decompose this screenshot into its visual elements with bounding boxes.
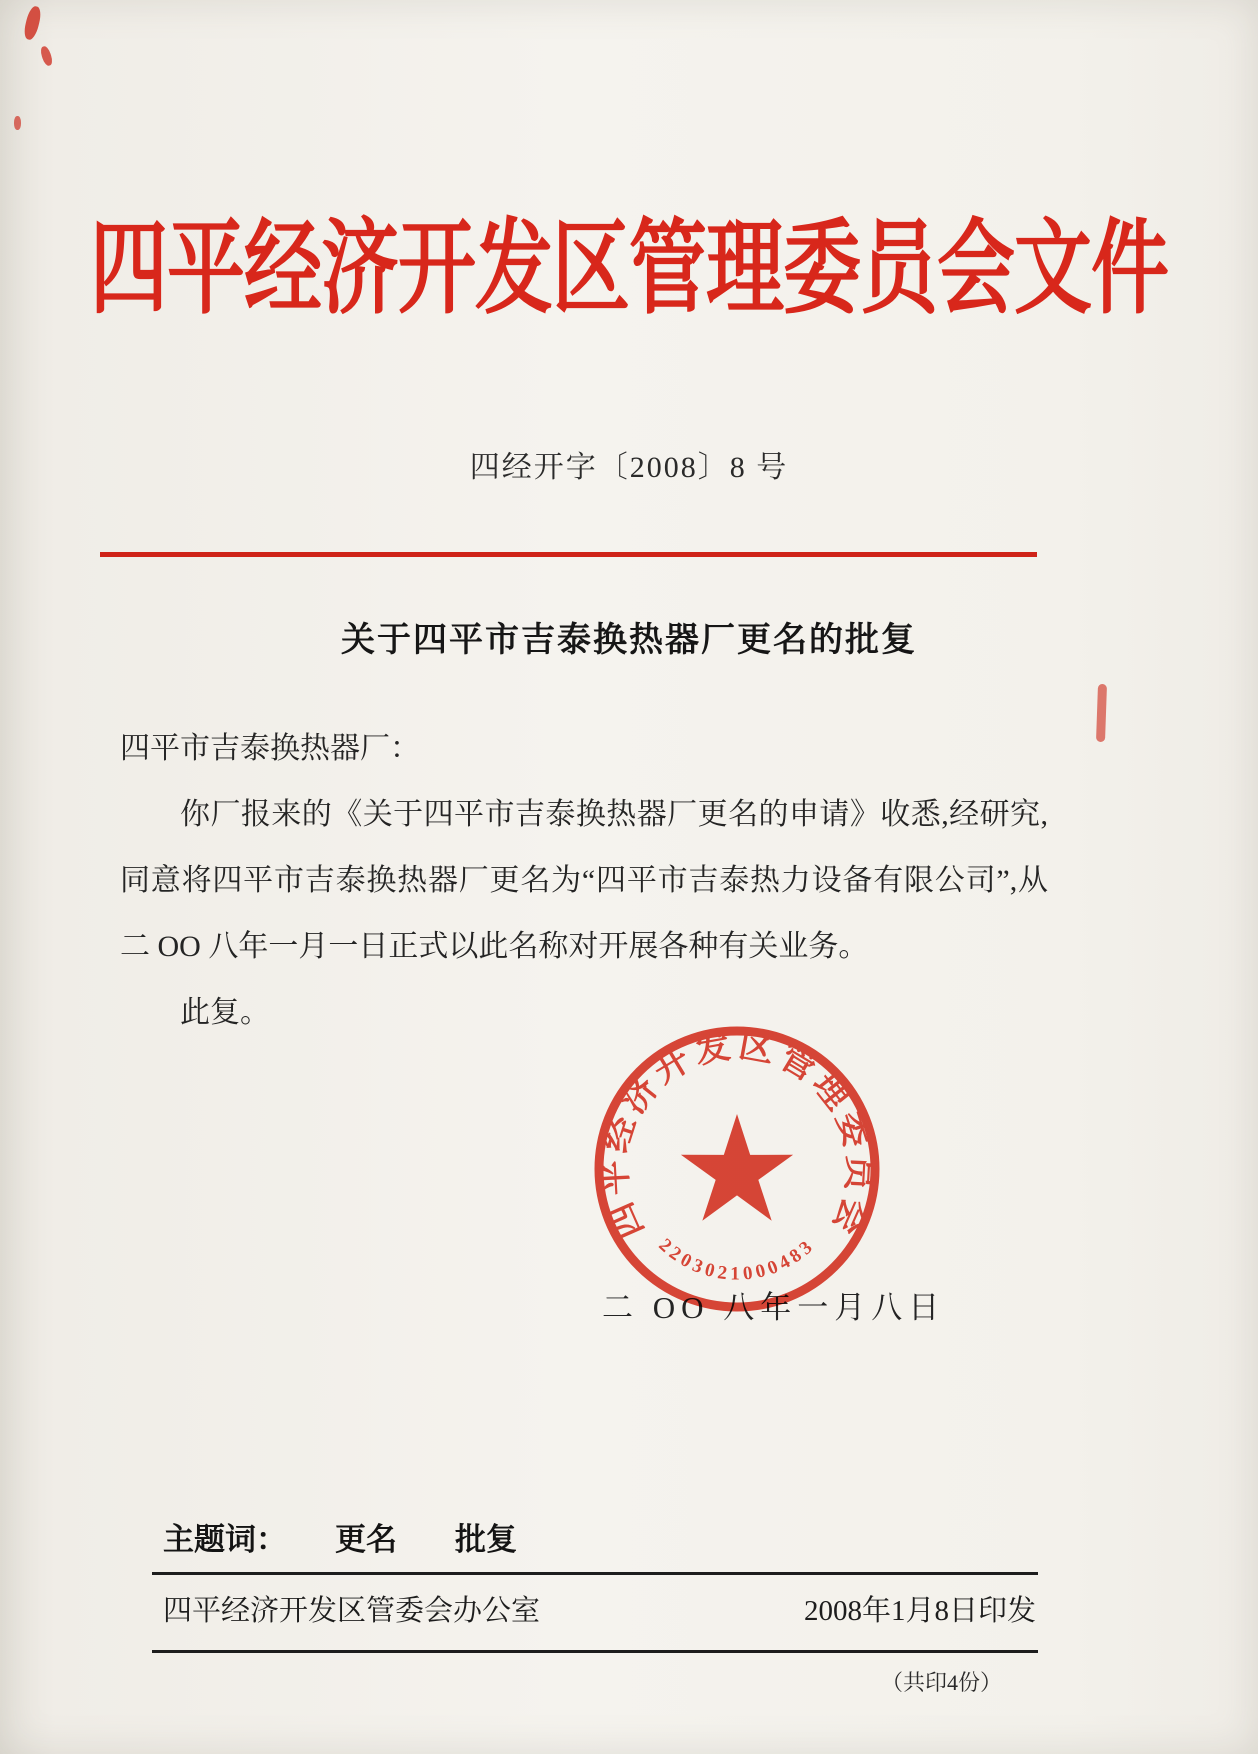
keywords-label: 主题词： xyxy=(163,1522,287,1557)
copies-note: （共印4份） xyxy=(880,1670,1002,1695)
star-icon xyxy=(681,1114,793,1221)
salutation: 四平市吉泰换热器厂： xyxy=(120,732,420,765)
footer-divider-top xyxy=(152,1572,1038,1575)
svg-text:2203021000483 xyxy=(655,1235,820,1285)
keyword-term: 更名 xyxy=(335,1522,397,1557)
seal-serial-number: 2203021000483 xyxy=(654,1234,820,1285)
keyword-term: 批复 xyxy=(455,1522,517,1557)
scan-artifact xyxy=(14,116,21,130)
document-body xyxy=(120,716,1048,1046)
footer-divider-bottom xyxy=(152,1650,1038,1653)
document-number: 四经开字〔2008〕8 号 xyxy=(469,451,789,484)
print-date: 2008年1月8日印发 xyxy=(803,1595,1036,1627)
letterhead-red-divider xyxy=(100,552,1037,557)
signature-date: 二 OO 八年一月八日 xyxy=(602,1290,946,1325)
seal-ring-text: 四平经济开发区管理委员会 xyxy=(594,1025,880,1245)
official-seal-stamp xyxy=(586,1018,888,1320)
closing-line: 此复。 xyxy=(180,996,270,1029)
letterhead-org-title: 四平经济开发区管理委员会文件 xyxy=(89,211,1168,326)
scan-artifact xyxy=(22,5,43,41)
scan-artifact xyxy=(1096,684,1107,742)
document-title: 关于四平市吉泰换热器厂更名的批复 xyxy=(341,622,917,659)
keywords-row xyxy=(163,1514,575,1559)
footer-row xyxy=(163,1588,1036,1629)
issuing-office: 四平经济开发区管委会办公室 xyxy=(163,1595,541,1627)
body-paragraph: 你厂报来的《关于四平市吉泰换热器厂更名的申请》收悉,经研究,同意将四平市吉泰换热器厂更名为“四平市吉泰热力设备有限公司”,从二 OO 八年一月一日正式以此名称对开展各种有关业务。 xyxy=(120,798,1048,963)
scan-artifact xyxy=(39,45,54,67)
